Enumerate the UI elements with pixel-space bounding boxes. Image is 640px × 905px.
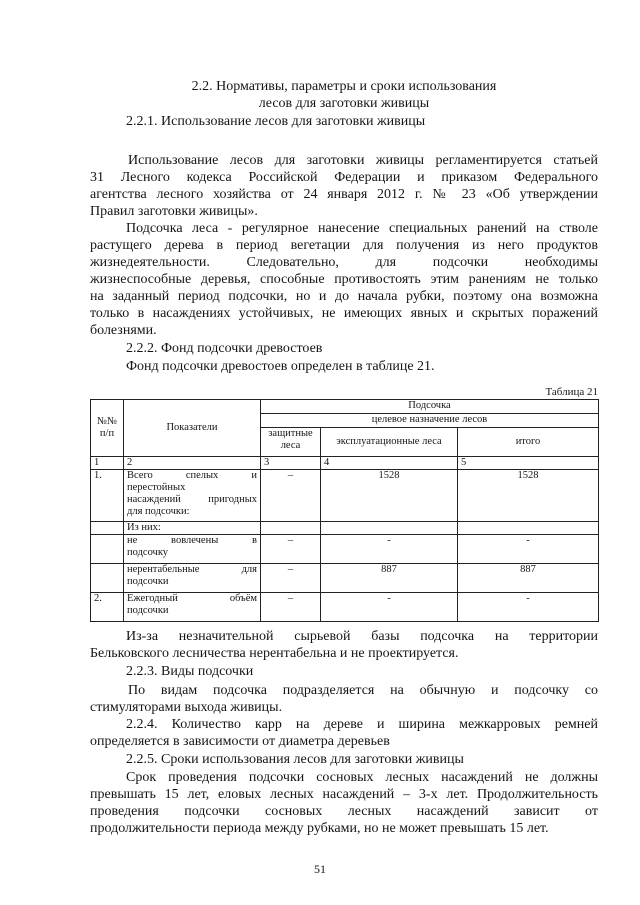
row-label-line: не вовлечены в xyxy=(127,535,257,546)
text-line: проведения подсочки сосновых лесных насаждений зависит от xyxy=(90,804,598,819)
section-title xyxy=(90,78,598,112)
cell-exploitation: - xyxy=(321,593,458,622)
text-line: жизнедеятельности. Следовательно, для подсочки необходимы xyxy=(90,255,598,270)
row-label-line: подсочки xyxy=(127,605,169,616)
text-line: По видам подсочка подразделяется на обычную и подсочку со xyxy=(128,683,598,698)
text-line: Из-за незначительной сырьевой базы подсочка на территории xyxy=(126,629,598,644)
text-line: Правил заготовки живицы». xyxy=(90,204,258,219)
header-podsochka: Подсочка xyxy=(261,400,599,414)
table-row xyxy=(91,593,599,622)
cell-exploitation: 887 xyxy=(321,564,458,593)
header-number: №№ п/п xyxy=(91,400,124,457)
cell-total xyxy=(458,522,599,535)
paragraph-legal-basis xyxy=(90,152,598,220)
table-21 xyxy=(90,399,599,622)
header-total: итого xyxy=(458,428,599,457)
text-line: только в насаждениях устойчивых, не имеющих явных и скрытых поражений xyxy=(90,306,598,321)
cell-exploitation: - xyxy=(321,535,458,564)
text-line: болезнями. xyxy=(90,323,157,338)
row-label-line: перестойных xyxy=(127,482,186,493)
text-line: превышать 15 лет, еловых лесных насаждений – 3-х лет. Продолжительность xyxy=(90,787,598,802)
column-number: 3 xyxy=(261,457,321,470)
cell-total: 887 xyxy=(458,564,599,593)
subsection-2-2-2-heading: 2.2.2. Фонд подсочки древостоев xyxy=(126,341,323,356)
section-title-line2: лесов для заготовки живицы xyxy=(258,96,430,111)
row-number xyxy=(91,535,124,564)
row-label xyxy=(124,470,261,522)
paragraph-terms xyxy=(90,769,598,837)
section-title-line1: 2.2. Нормативы, параметры и сроки использования xyxy=(191,79,497,94)
text-line: растущего дерева в период вегетации для получения из него продуктов xyxy=(90,238,598,253)
header-purpose: целевое назначение лесов xyxy=(261,414,599,428)
text-line: Бельковского лесничества нерентабельна и не проектируется. xyxy=(90,646,459,661)
cell-protective: – xyxy=(261,470,321,522)
cell-protective: – xyxy=(261,564,321,593)
row-label xyxy=(124,522,261,535)
text-line: 2.2.4. Количество карр на дереве и ширина межкарровых ремней xyxy=(126,717,598,732)
subsection-2-2-3-heading: 2.2.3. Виды подсочки xyxy=(126,664,254,679)
row-number xyxy=(91,522,124,535)
cell-total: 1528 xyxy=(458,470,599,522)
column-number-row xyxy=(91,457,599,470)
text-line: стимуляторами выхода живицы. xyxy=(90,700,283,715)
table-row xyxy=(91,470,599,522)
cell-exploitation: 1528 xyxy=(321,470,458,522)
row-label-line: Ежегодный объём xyxy=(127,593,257,604)
cell-protective: – xyxy=(261,593,321,622)
text-line: Использование лесов для заготовки живицы регламентируется статьей xyxy=(128,153,598,168)
text-line: определяется в зависимости от диаметра деревьев xyxy=(90,734,390,749)
row-label-line: Из них: xyxy=(127,522,161,533)
header-protective: защитные леса xyxy=(261,428,321,457)
row-label-line: нерентабельные для xyxy=(127,564,257,575)
header-exploitation: эксплуатационные леса xyxy=(321,428,458,457)
column-number: 1 xyxy=(91,457,124,470)
paragraph-podsochka-definition xyxy=(90,220,598,339)
header-indicators: Показатели xyxy=(124,400,261,457)
cell-protective xyxy=(261,522,321,535)
row-label-line: Всего спелых и xyxy=(127,470,257,481)
cell-total: - xyxy=(458,593,599,622)
table-caption: Таблица 21 xyxy=(545,386,598,398)
cell-total: - xyxy=(458,535,599,564)
row-label xyxy=(124,593,261,622)
page-number: 51 xyxy=(314,862,326,876)
row-label xyxy=(124,564,261,593)
text-line: продолжительности периода между рубками, но не может превышать 15 лет. xyxy=(90,821,549,836)
text-line: агентства лесного хозяйства от 24 января 2012 г. № 23 «Об утверждении xyxy=(90,187,598,202)
cell-exploitation xyxy=(321,522,458,535)
text-line: на заданный период подсочки, но и до начала рубки, поэтому она возможна xyxy=(90,289,598,304)
column-number: 5 xyxy=(458,457,599,470)
row-label-line: для подсочки: xyxy=(127,506,190,517)
table-row xyxy=(91,535,599,564)
column-number: 2 xyxy=(124,457,261,470)
cell-protective: – xyxy=(261,535,321,564)
text-line: Срок проведения подсочки сосновых лесных насаждений не должны xyxy=(126,770,598,785)
subsection-2-2-1-heading: 2.2.1. Использование лесов для заготовки живицы xyxy=(126,114,426,129)
row-label xyxy=(124,535,261,564)
table-row xyxy=(91,522,599,535)
column-number: 4 xyxy=(321,457,458,470)
table-row xyxy=(91,564,599,593)
table-intro: Фонд подсочки древостоев определен в таблице 21. xyxy=(126,359,435,374)
row-number xyxy=(91,564,124,593)
row-label-line: насаждений пригодных xyxy=(127,494,257,505)
text-line: Подсочка леса - регулярное нанесение специальных ранений на стволе xyxy=(126,221,598,236)
subsection-2-2-4 xyxy=(90,716,598,750)
paragraph-after-table xyxy=(90,628,598,662)
subsection-2-2-5-heading: 2.2.5. Сроки использования лесов для заготовки живицы xyxy=(126,752,464,767)
paragraph-podsochka-types xyxy=(90,682,598,716)
row-number: 2. xyxy=(91,593,124,622)
text-line: жизнеспособные деревья, способные противостоять этим ранениям не только xyxy=(90,272,598,287)
row-number: 1. xyxy=(91,470,124,522)
text-line: 31 Лесного кодекса Российской Федерации и приказом Федерального xyxy=(90,170,598,185)
row-label-line: подсочки xyxy=(127,576,169,587)
row-label-line: подсочку xyxy=(127,547,169,558)
